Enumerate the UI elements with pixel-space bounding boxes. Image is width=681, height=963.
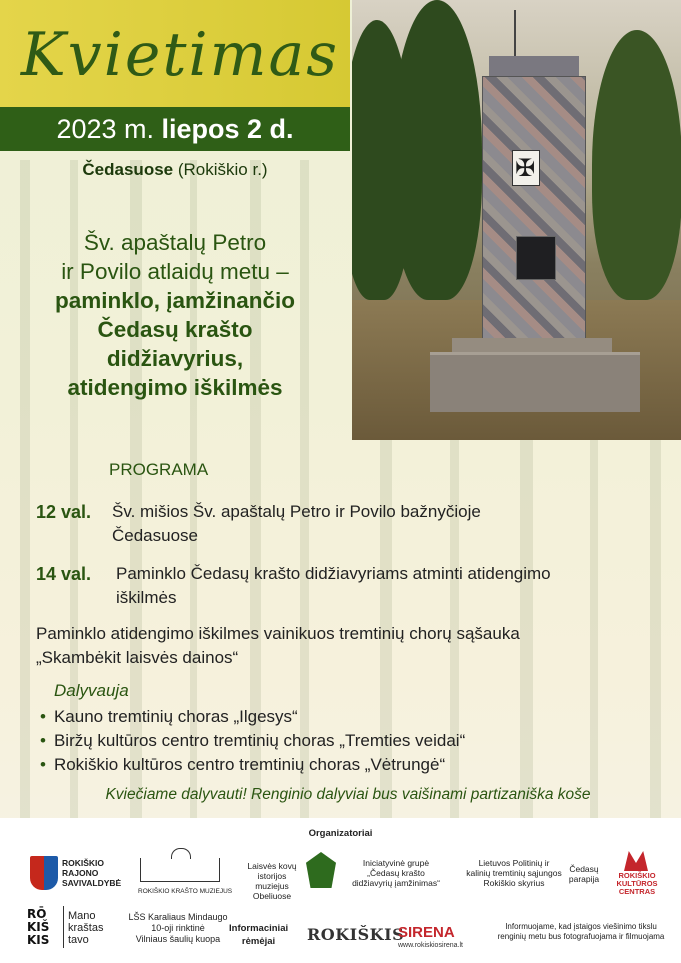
logo-text-line: RAJONO — [62, 868, 99, 878]
coat-of-arms-icon — [30, 856, 58, 890]
kc-text — [612, 872, 662, 896]
headline-line: paminklo, įamžinančio — [54, 288, 296, 313]
page-title: Kvietimas — [20, 20, 340, 90]
program-desc-line: iškilmės — [116, 588, 177, 607]
logo-text-line: Vilniaus šaulių kuopa — [135, 934, 221, 944]
program-time: 14 val. — [36, 564, 92, 584]
muziejus-logo-text: ROKIŠKIO KRAŠTO MUZIEJUS — [138, 888, 233, 895]
mano-krastas-text — [68, 910, 103, 946]
logo-text-line: tavo — [68, 934, 89, 946]
sirena-logo: SIRENA — [398, 924, 455, 941]
obelisk-base — [430, 352, 640, 412]
list-item: • Rokiškio kultūros centro tremtinių choras „Vėtrungė“ — [40, 753, 465, 777]
logo-text-line: Lietuvos Politinių ir — [478, 858, 550, 868]
logo-text-line: ROKIŠKIO — [618, 871, 656, 880]
date-prefix: 2023 m. — [56, 114, 154, 144]
event-date — [0, 107, 350, 151]
logo-text-line: Laisvės kovų — [247, 861, 297, 871]
program-desc — [112, 500, 672, 548]
headline-line: Čedasų krašto — [97, 317, 253, 342]
logo-text-line: CENTRAS — [618, 887, 656, 896]
logo-text-line: LŠS Karaliaus Mindaugo — [128, 912, 228, 922]
logo-text-line: istorijos muziejus — [255, 871, 289, 891]
participants-list — [40, 705, 465, 777]
divider — [63, 906, 64, 948]
logo-text-line: Mano — [68, 910, 96, 922]
logo-text-line: Rokiškio skyrius — [483, 878, 545, 888]
savivaldybe-logo-text — [62, 858, 121, 888]
program-desc-line: Šv. mišios Šv. apaštalų Petro ir Povilo bažnyčioje — [112, 502, 481, 521]
list-item: • Biržų kultūros centro tremtinių choras „Tremties veidai“ — [40, 729, 465, 753]
program-desc-line: Paminklo Čedasų krašto didžiavyriams atminti atidengimo — [116, 564, 551, 583]
logo-text-line: Iniciatyvinė grupė — [362, 858, 430, 868]
logo-text-line: Informuojame, kad įstaigos viešinimo tikslu — [505, 922, 657, 931]
finale-line: „Skambėkit laisvės dainos“ — [36, 648, 239, 667]
list-item: • Kauno tremtinių choras „Ilgesys“ — [40, 705, 465, 729]
program-item — [36, 500, 676, 550]
tree-shape — [392, 0, 482, 300]
tree-shape — [592, 30, 681, 300]
logo-text-line: 10-oji rinktinė — [151, 923, 205, 933]
manor-icon — [140, 858, 220, 882]
parapija-text — [566, 864, 602, 884]
logo-text-line: Informaciniai — [229, 923, 289, 934]
headline-line: Šv. apaštalų Petro — [83, 230, 267, 255]
logo-text-line: renginių metu bus fotografuojama ir filmuojama — [497, 932, 665, 941]
logo-text-line: didžiavyrių įamžinimas“ — [352, 878, 440, 888]
notice-text — [486, 922, 676, 942]
info-sponsors-label — [229, 922, 288, 948]
cross-plate-icon — [512, 150, 540, 186]
logo-text-line: ROKIŠKIO — [62, 858, 105, 868]
laisves-logo-text — [244, 861, 300, 901]
program-desc — [116, 562, 676, 610]
logo-text-line: Obeliuose — [252, 891, 292, 901]
logo-text-line: KIS — [27, 933, 50, 947]
headline — [0, 228, 350, 402]
sirena-url: www.rokiskiosirena.lt — [398, 942, 463, 949]
logo-text-line: KULTŪROS — [616, 879, 658, 888]
logo-text-line: KIŠ — [27, 920, 50, 934]
finale-line: Paminklo atidengimo iškilmes vainikuos tremtinių chorų sąšauka — [36, 624, 520, 643]
invite-text: Kviečiame dalyvauti! Renginio dalyviai bus vaišinami partizaniška koše — [105, 786, 591, 803]
logo-text-line: „Čedasų krašto — [367, 868, 425, 878]
memorial-plaque — [516, 236, 556, 280]
logo-text-line: kalinių tremtinių sąjungos — [466, 868, 562, 878]
logo-text-line: RŌ — [27, 907, 47, 921]
rokiskis-stack-logo — [27, 908, 49, 947]
program-item — [36, 562, 676, 612]
headline-line: atidengimo iškilmės — [67, 375, 283, 400]
participants-label: Dalyvauja — [54, 681, 129, 700]
date-bold: liepos 2 d. — [161, 114, 294, 144]
spire-shape — [514, 10, 516, 58]
logo-text-line: Čedasų — [569, 864, 599, 874]
lss-text — [128, 912, 228, 945]
logo-text-line: kraštas — [68, 922, 104, 934]
headline-line: didžiavyrius, — [106, 346, 244, 371]
program-time: 12 val. — [36, 502, 92, 522]
monument-photo — [352, 0, 681, 440]
sajunga-text — [460, 858, 568, 888]
logo-text-line: parapija — [568, 874, 600, 884]
logo-text-line: SAVIVALDYBĖ — [62, 878, 122, 888]
place-normal: (Rokiškio r.) — [177, 160, 268, 179]
program-finale — [36, 622, 666, 670]
program-desc-line: Čedasuose — [112, 526, 199, 545]
event-place — [0, 160, 350, 180]
program-label: PROGRAMA — [109, 460, 209, 479]
organizers-label: Organizatoriai — [308, 828, 373, 839]
place-bold: Čedasuose — [82, 160, 174, 179]
iniciatyvine-text — [352, 858, 440, 888]
headline-line: ir Povilo atlaidų metu – — [61, 259, 289, 284]
obelisk-shape — [482, 76, 586, 342]
rokiskis-brand-logo: ROKIŠKIS — [307, 925, 405, 944]
logo-text-line: rėmėjai — [241, 936, 276, 947]
